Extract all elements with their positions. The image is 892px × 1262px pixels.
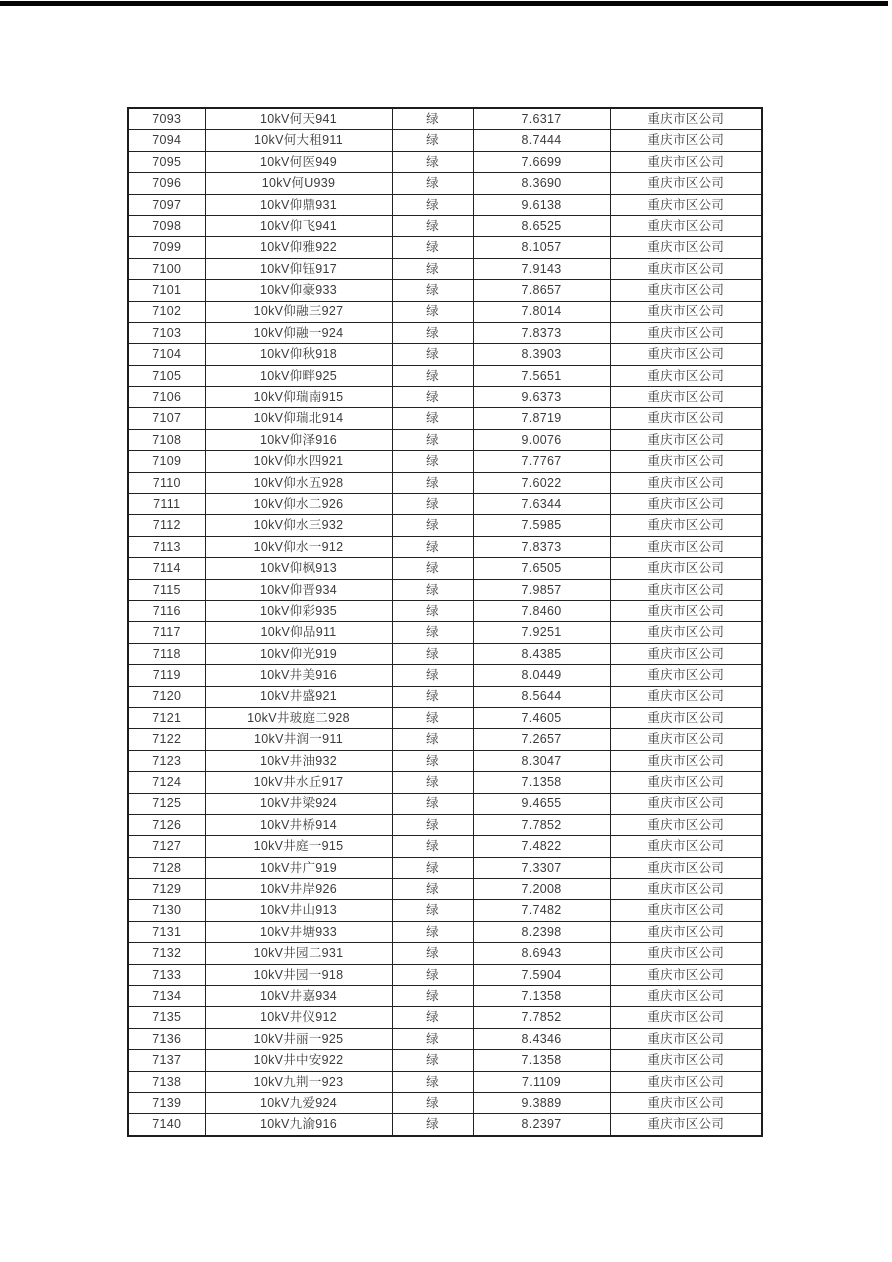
- cell-line-name: 10kV井中安922: [205, 1050, 392, 1071]
- cell-serial: 7102: [128, 301, 205, 322]
- cell-status: 绿: [392, 729, 473, 750]
- cell-value: 7.9857: [473, 579, 610, 600]
- cell-line-name: 10kV井玻庭二928: [205, 707, 392, 728]
- cell-status: 绿: [392, 451, 473, 472]
- cell-line-name: 10kV仰水四921: [205, 451, 392, 472]
- cell-status: 绿: [392, 793, 473, 814]
- cell-line-name: 10kV井油932: [205, 750, 392, 771]
- cell-serial: 7111: [128, 494, 205, 515]
- table-row: [128, 151, 762, 172]
- table-row: [128, 108, 762, 130]
- cell-status: 绿: [392, 472, 473, 493]
- cell-serial: 7096: [128, 173, 205, 194]
- table-row: [128, 536, 762, 557]
- cell-line-name: 10kV井梁924: [205, 793, 392, 814]
- cell-company: 重庆市区公司: [610, 472, 762, 493]
- cell-line-name: 10kV仰畔925: [205, 365, 392, 386]
- table-row: [128, 515, 762, 536]
- cell-serial: 7109: [128, 451, 205, 472]
- cell-value: 7.4822: [473, 836, 610, 857]
- cell-value: 7.1358: [473, 772, 610, 793]
- table-row: [128, 387, 762, 408]
- table-row: [128, 686, 762, 707]
- cell-serial: 7108: [128, 429, 205, 450]
- cell-serial: 7126: [128, 814, 205, 835]
- cell-status: 绿: [392, 964, 473, 985]
- cell-company: 重庆市区公司: [610, 665, 762, 686]
- cell-serial: 7097: [128, 194, 205, 215]
- cell-line-name: 10kV仰水三932: [205, 515, 392, 536]
- cell-value: 7.5904: [473, 964, 610, 985]
- table-row: [128, 1092, 762, 1113]
- cell-value: 7.9143: [473, 258, 610, 279]
- cell-status: 绿: [392, 322, 473, 343]
- table-row: [128, 344, 762, 365]
- cell-status: 绿: [392, 130, 473, 151]
- cell-line-name: 10kV仰瑞北914: [205, 408, 392, 429]
- cell-company: 重庆市区公司: [610, 836, 762, 857]
- cell-line-name: 10kV井广919: [205, 857, 392, 878]
- cell-serial: 7130: [128, 900, 205, 921]
- feeder-data-table: [127, 107, 763, 1137]
- cell-company: 重庆市区公司: [610, 387, 762, 408]
- cell-company: 重庆市区公司: [610, 237, 762, 258]
- cell-value: 7.7852: [473, 814, 610, 835]
- cell-company: 重庆市区公司: [610, 1071, 762, 1092]
- table-row: [128, 814, 762, 835]
- cell-serial: 7114: [128, 558, 205, 579]
- cell-company: 重庆市区公司: [610, 365, 762, 386]
- table-row: [128, 194, 762, 215]
- cell-serial: 7133: [128, 964, 205, 985]
- cell-serial: 7132: [128, 943, 205, 964]
- cell-status: 绿: [392, 857, 473, 878]
- cell-status: 绿: [392, 814, 473, 835]
- table-row: [128, 472, 762, 493]
- cell-value: 8.7444: [473, 130, 610, 151]
- table-row: [128, 772, 762, 793]
- cell-company: 重庆市区公司: [610, 108, 762, 130]
- cell-status: 绿: [392, 643, 473, 664]
- table-row: [128, 173, 762, 194]
- cell-value: 7.4605: [473, 707, 610, 728]
- cell-company: 重庆市区公司: [610, 451, 762, 472]
- cell-line-name: 10kV九荆一923: [205, 1071, 392, 1092]
- cell-serial: 7138: [128, 1071, 205, 1092]
- top-scan-bar: [0, 1, 888, 6]
- cell-company: 重庆市区公司: [610, 579, 762, 600]
- table-row: [128, 130, 762, 151]
- cell-company: 重庆市区公司: [610, 964, 762, 985]
- cell-line-name: 10kV井丽一925: [205, 1028, 392, 1049]
- table-row: [128, 280, 762, 301]
- table-row: [128, 237, 762, 258]
- cell-company: 重庆市区公司: [610, 1092, 762, 1113]
- cell-value: 7.2008: [473, 879, 610, 900]
- cell-serial: 7106: [128, 387, 205, 408]
- table-row: [128, 215, 762, 236]
- cell-value: 7.8373: [473, 536, 610, 557]
- cell-serial: 7098: [128, 215, 205, 236]
- cell-serial: 7107: [128, 408, 205, 429]
- table-row: [128, 857, 762, 878]
- cell-serial: 7122: [128, 729, 205, 750]
- table-row: [128, 322, 762, 343]
- cell-value: 7.6022: [473, 472, 610, 493]
- cell-value: 9.0076: [473, 429, 610, 450]
- table-row: [128, 622, 762, 643]
- cell-line-name: 10kV仰飞941: [205, 215, 392, 236]
- cell-value: 7.1109: [473, 1071, 610, 1092]
- cell-company: 重庆市区公司: [610, 686, 762, 707]
- cell-line-name: 10kV井仪912: [205, 1007, 392, 1028]
- cell-line-name: 10kV仰雅922: [205, 237, 392, 258]
- cell-status: 绿: [392, 408, 473, 429]
- cell-value: 8.3047: [473, 750, 610, 771]
- cell-serial: 7105: [128, 365, 205, 386]
- cell-status: 绿: [392, 772, 473, 793]
- cell-status: 绿: [392, 194, 473, 215]
- cell-company: 重庆市区公司: [610, 558, 762, 579]
- cell-value: 7.3307: [473, 857, 610, 878]
- cell-value: 7.1358: [473, 986, 610, 1007]
- cell-line-name: 10kV九渝916: [205, 1114, 392, 1136]
- table-row: [128, 643, 762, 664]
- cell-company: 重庆市区公司: [610, 900, 762, 921]
- cell-status: 绿: [392, 943, 473, 964]
- cell-company: 重庆市区公司: [610, 215, 762, 236]
- cell-value: 9.6138: [473, 194, 610, 215]
- cell-serial: 7101: [128, 280, 205, 301]
- cell-value: 8.1057: [473, 237, 610, 258]
- cell-value: 8.6525: [473, 215, 610, 236]
- cell-line-name: 10kV仰晋934: [205, 579, 392, 600]
- cell-line-name: 10kV仰秋918: [205, 344, 392, 365]
- cell-value: 9.6373: [473, 387, 610, 408]
- cell-serial: 7115: [128, 579, 205, 600]
- cell-line-name: 10kV井美916: [205, 665, 392, 686]
- cell-line-name: 10kV九爱924: [205, 1092, 392, 1113]
- cell-company: 重庆市区公司: [610, 429, 762, 450]
- cell-value: 9.3889: [473, 1092, 610, 1113]
- table-row: [128, 1114, 762, 1136]
- cell-value: 8.5644: [473, 686, 610, 707]
- table-row: [128, 258, 762, 279]
- cell-status: 绿: [392, 1071, 473, 1092]
- cell-line-name: 10kV何医949: [205, 151, 392, 172]
- cell-status: 绿: [392, 301, 473, 322]
- cell-company: 重庆市区公司: [610, 772, 762, 793]
- cell-serial: 7118: [128, 643, 205, 664]
- cell-line-name: 10kV井润一911: [205, 729, 392, 750]
- cell-value: 7.5651: [473, 365, 610, 386]
- cell-status: 绿: [392, 921, 473, 942]
- cell-line-name: 10kV仰光919: [205, 643, 392, 664]
- cell-serial: 7093: [128, 108, 205, 130]
- cell-value: 7.6699: [473, 151, 610, 172]
- table-row: [128, 451, 762, 472]
- cell-company: 重庆市区公司: [610, 1114, 762, 1136]
- table-body: [128, 108, 762, 1136]
- cell-company: 重庆市区公司: [610, 194, 762, 215]
- cell-value: 7.7852: [473, 1007, 610, 1028]
- cell-serial: 7094: [128, 130, 205, 151]
- cell-company: 重庆市区公司: [610, 322, 762, 343]
- table-row: [128, 943, 762, 964]
- cell-line-name: 10kV仰水二926: [205, 494, 392, 515]
- cell-company: 重庆市区公司: [610, 515, 762, 536]
- table-row: [128, 365, 762, 386]
- cell-status: 绿: [392, 1028, 473, 1049]
- cell-serial: 7104: [128, 344, 205, 365]
- cell-status: 绿: [392, 686, 473, 707]
- cell-line-name: 10kV何U939: [205, 173, 392, 194]
- cell-status: 绿: [392, 344, 473, 365]
- cell-serial: 7137: [128, 1050, 205, 1071]
- cell-serial: 7140: [128, 1114, 205, 1136]
- cell-company: 重庆市区公司: [610, 1028, 762, 1049]
- cell-company: 重庆市区公司: [610, 600, 762, 621]
- cell-company: 重庆市区公司: [610, 857, 762, 878]
- cell-company: 重庆市区公司: [610, 622, 762, 643]
- cell-company: 重庆市区公司: [610, 814, 762, 835]
- cell-company: 重庆市区公司: [610, 879, 762, 900]
- cell-status: 绿: [392, 215, 473, 236]
- cell-line-name: 10kV井山913: [205, 900, 392, 921]
- cell-status: 绿: [392, 900, 473, 921]
- table-row: [128, 494, 762, 515]
- cell-line-name: 10kV仰豪933: [205, 280, 392, 301]
- cell-company: 重庆市区公司: [610, 344, 762, 365]
- cell-serial: 7129: [128, 879, 205, 900]
- cell-company: 重庆市区公司: [610, 750, 762, 771]
- cell-line-name: 10kV井园二931: [205, 943, 392, 964]
- cell-serial: 7120: [128, 686, 205, 707]
- cell-value: 7.2657: [473, 729, 610, 750]
- cell-status: 绿: [392, 151, 473, 172]
- cell-status: 绿: [392, 1007, 473, 1028]
- cell-serial: 7099: [128, 237, 205, 258]
- cell-line-name: 10kV井塘933: [205, 921, 392, 942]
- cell-line-name: 10kV井庭一915: [205, 836, 392, 857]
- cell-company: 重庆市区公司: [610, 536, 762, 557]
- cell-status: 绿: [392, 622, 473, 643]
- cell-value: 7.6317: [473, 108, 610, 130]
- cell-serial: 7116: [128, 600, 205, 621]
- cell-line-name: 10kV井嘉934: [205, 986, 392, 1007]
- cell-company: 重庆市区公司: [610, 130, 762, 151]
- cell-value: 7.8460: [473, 600, 610, 621]
- table-row: [128, 558, 762, 579]
- table-row: [128, 301, 762, 322]
- cell-line-name: 10kV仰泽916: [205, 429, 392, 450]
- cell-serial: 7095: [128, 151, 205, 172]
- cell-status: 绿: [392, 515, 473, 536]
- cell-serial: 7117: [128, 622, 205, 643]
- cell-company: 重庆市区公司: [610, 151, 762, 172]
- cell-value: 8.4346: [473, 1028, 610, 1049]
- cell-status: 绿: [392, 365, 473, 386]
- table-row: [128, 600, 762, 621]
- table-row: [128, 900, 762, 921]
- cell-line-name: 10kV仰钰917: [205, 258, 392, 279]
- table-row: [128, 429, 762, 450]
- cell-company: 重庆市区公司: [610, 1007, 762, 1028]
- cell-serial: 7125: [128, 793, 205, 814]
- cell-value: 7.8657: [473, 280, 610, 301]
- cell-company: 重庆市区公司: [610, 280, 762, 301]
- cell-status: 绿: [392, 750, 473, 771]
- cell-serial: 7135: [128, 1007, 205, 1028]
- cell-status: 绿: [392, 836, 473, 857]
- cell-company: 重庆市区公司: [610, 643, 762, 664]
- cell-value: 8.3903: [473, 344, 610, 365]
- cell-status: 绿: [392, 1092, 473, 1113]
- cell-serial: 7123: [128, 750, 205, 771]
- cell-status: 绿: [392, 108, 473, 130]
- cell-status: 绿: [392, 173, 473, 194]
- cell-value: 9.4655: [473, 793, 610, 814]
- cell-line-name: 10kV井水丘917: [205, 772, 392, 793]
- cell-status: 绿: [392, 494, 473, 515]
- cell-value: 7.7767: [473, 451, 610, 472]
- cell-value: 8.4385: [473, 643, 610, 664]
- cell-company: 重庆市区公司: [610, 986, 762, 1007]
- cell-status: 绿: [392, 707, 473, 728]
- cell-status: 绿: [392, 280, 473, 301]
- table-row: [128, 665, 762, 686]
- cell-company: 重庆市区公司: [610, 408, 762, 429]
- table-row: [128, 1028, 762, 1049]
- cell-value: 7.6505: [473, 558, 610, 579]
- cell-line-name: 10kV井岸926: [205, 879, 392, 900]
- cell-company: 重庆市区公司: [610, 921, 762, 942]
- cell-value: 7.8014: [473, 301, 610, 322]
- cell-serial: 7100: [128, 258, 205, 279]
- cell-status: 绿: [392, 1114, 473, 1136]
- table-row: [128, 879, 762, 900]
- cell-line-name: 10kV井园一918: [205, 964, 392, 985]
- cell-value: 7.5985: [473, 515, 610, 536]
- cell-line-name: 10kV仰鼎931: [205, 194, 392, 215]
- table-row: [128, 750, 762, 771]
- cell-serial: 7128: [128, 857, 205, 878]
- cell-serial: 7131: [128, 921, 205, 942]
- cell-line-name: 10kV仰水一912: [205, 536, 392, 557]
- cell-serial: 7134: [128, 986, 205, 1007]
- cell-value: 7.8373: [473, 322, 610, 343]
- cell-serial: 7121: [128, 707, 205, 728]
- cell-serial: 7103: [128, 322, 205, 343]
- cell-value: 7.1358: [473, 1050, 610, 1071]
- cell-serial: 7113: [128, 536, 205, 557]
- table-row: [128, 1071, 762, 1092]
- cell-line-name: 10kV仰品911: [205, 622, 392, 643]
- cell-serial: 7119: [128, 665, 205, 686]
- cell-line-name: 10kV何天941: [205, 108, 392, 130]
- cell-company: 重庆市区公司: [610, 258, 762, 279]
- cell-status: 绿: [392, 579, 473, 600]
- cell-value: 7.8719: [473, 408, 610, 429]
- table-row: [128, 986, 762, 1007]
- table-row: [128, 707, 762, 728]
- cell-line-name: 10kV仰融三927: [205, 301, 392, 322]
- cell-company: 重庆市区公司: [610, 494, 762, 515]
- cell-serial: 7110: [128, 472, 205, 493]
- cell-status: 绿: [392, 387, 473, 408]
- cell-value: 7.6344: [473, 494, 610, 515]
- cell-value: 8.3690: [473, 173, 610, 194]
- cell-status: 绿: [392, 1050, 473, 1071]
- cell-serial: 7112: [128, 515, 205, 536]
- cell-company: 重庆市区公司: [610, 173, 762, 194]
- cell-serial: 7139: [128, 1092, 205, 1113]
- cell-line-name: 10kV井盛921: [205, 686, 392, 707]
- cell-status: 绿: [392, 429, 473, 450]
- table-row: [128, 408, 762, 429]
- cell-status: 绿: [392, 237, 473, 258]
- cell-status: 绿: [392, 558, 473, 579]
- cell-value: 7.9251: [473, 622, 610, 643]
- cell-value: 8.2397: [473, 1114, 610, 1136]
- cell-serial: 7127: [128, 836, 205, 857]
- cell-status: 绿: [392, 258, 473, 279]
- cell-status: 绿: [392, 600, 473, 621]
- cell-line-name: 10kV仰瑞南915: [205, 387, 392, 408]
- cell-status: 绿: [392, 665, 473, 686]
- table-row: [128, 964, 762, 985]
- cell-company: 重庆市区公司: [610, 729, 762, 750]
- cell-status: 绿: [392, 986, 473, 1007]
- cell-company: 重庆市区公司: [610, 943, 762, 964]
- table-row: [128, 921, 762, 942]
- cell-company: 重庆市区公司: [610, 1050, 762, 1071]
- cell-status: 绿: [392, 879, 473, 900]
- cell-company: 重庆市区公司: [610, 707, 762, 728]
- cell-status: 绿: [392, 536, 473, 557]
- table-row: [128, 579, 762, 600]
- cell-value: 8.2398: [473, 921, 610, 942]
- table-row: [128, 793, 762, 814]
- cell-line-name: 10kV仰枫913: [205, 558, 392, 579]
- cell-line-name: 10kV仰融一924: [205, 322, 392, 343]
- table-row: [128, 836, 762, 857]
- cell-company: 重庆市区公司: [610, 793, 762, 814]
- table-row: [128, 729, 762, 750]
- cell-line-name: 10kV何大租911: [205, 130, 392, 151]
- cell-line-name: 10kV井桥914: [205, 814, 392, 835]
- cell-value: 8.6943: [473, 943, 610, 964]
- cell-value: 7.7482: [473, 900, 610, 921]
- table-row: [128, 1007, 762, 1028]
- table-row: [128, 1050, 762, 1071]
- cell-line-name: 10kV仰水五928: [205, 472, 392, 493]
- cell-serial: 7124: [128, 772, 205, 793]
- cell-serial: 7136: [128, 1028, 205, 1049]
- cell-value: 8.0449: [473, 665, 610, 686]
- cell-company: 重庆市区公司: [610, 301, 762, 322]
- cell-line-name: 10kV仰彩935: [205, 600, 392, 621]
